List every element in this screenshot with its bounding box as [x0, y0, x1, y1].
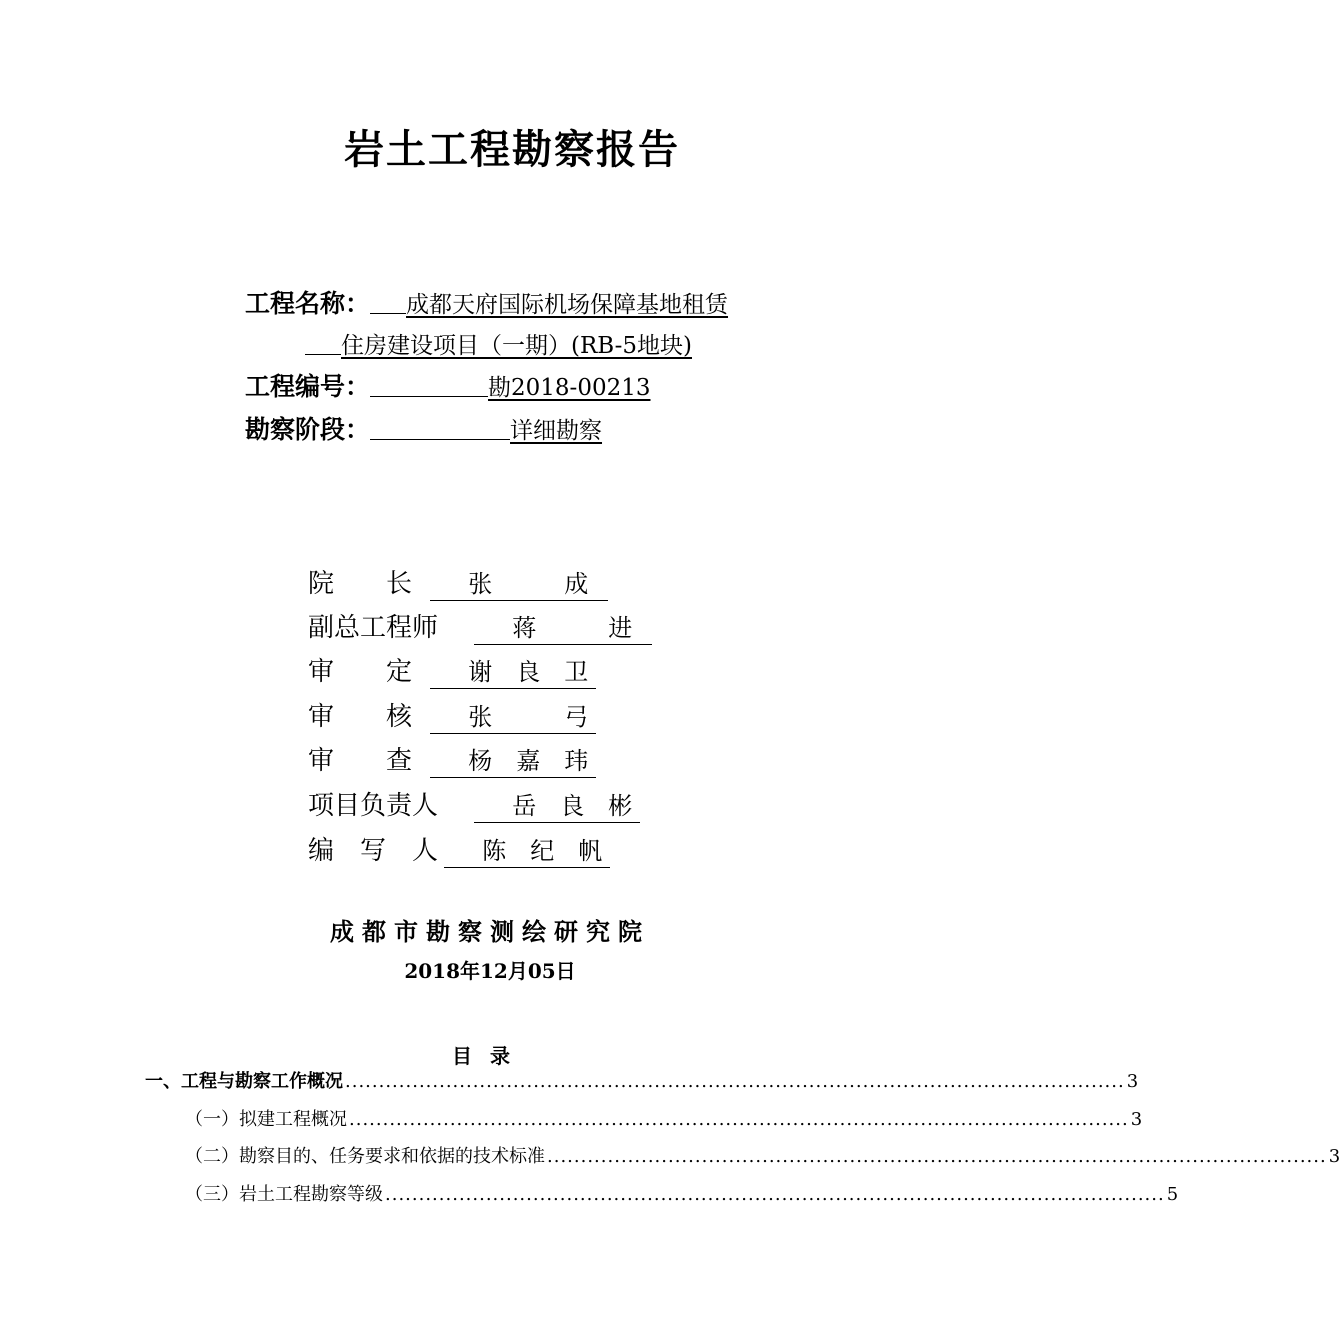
- toc-entry-text: （一）拟建工程概况: [185, 1109, 347, 1130]
- signatory-name: 杨 嘉 玮: [430, 741, 596, 778]
- toc-entry[interactable]: [145, 1067, 1139, 1093]
- toc-leader-dots: ....................................................................................................................: [349, 1109, 1129, 1130]
- signatory-row: [308, 740, 596, 776]
- toc-entry[interactable]: [185, 1105, 1143, 1131]
- signatory-label: 审 定: [308, 657, 413, 687]
- organization-name: 成都市勘察测绘研究院: [330, 917, 650, 946]
- signatory-label: 副总工程师: [308, 613, 439, 643]
- signatory-row: [308, 607, 652, 643]
- survey-stage-value: 详细勘察: [510, 418, 603, 444]
- project-name-row-2: [305, 327, 692, 360]
- toc-entry-page: 3: [1130, 1109, 1143, 1130]
- signatory-name: 蒋 进: [474, 608, 652, 645]
- signatory-label: 编 写 人: [308, 836, 439, 866]
- signatory-row: [308, 696, 596, 732]
- signatory-name: 陈 纪 帆: [444, 831, 610, 868]
- toc-entry-text: 一、工程与勘察工作概况: [145, 1071, 343, 1092]
- signatory-name: 岳 良 彬: [474, 786, 640, 823]
- toc-entry-text: （二）勘察目的、任务要求和依据的技术标准: [185, 1146, 545, 1167]
- signatory-label: 审 查: [308, 746, 413, 776]
- project-name-label: 工程名称：: [245, 289, 371, 318]
- underline-gap: [370, 374, 488, 397]
- project-name-line1: 成都天府国际机场保障基地租赁: [406, 292, 729, 318]
- signatory-label: 院 长: [308, 569, 413, 599]
- toc-leader-dots: ....................................................................................................................: [345, 1071, 1125, 1092]
- toc-entry-page: 3: [1328, 1146, 1340, 1167]
- project-number-row: [245, 367, 651, 403]
- underline-gap: [305, 332, 341, 355]
- project-number-label: 工程编号：: [245, 372, 371, 401]
- toc-leader-dots: ....................................................................................................................: [385, 1184, 1165, 1205]
- survey-stage-row: [245, 410, 602, 446]
- toc-leader-dots: ....................................................................................................................: [547, 1146, 1327, 1167]
- signatory-label: 项目负责人: [308, 791, 439, 821]
- toc-entry-text: （三）岩土工程勘察等级: [185, 1184, 383, 1205]
- project-name-line2: 住房建设项目（一期）(RB-5地块): [341, 333, 692, 359]
- toc-entry[interactable]: [185, 1142, 1340, 1168]
- toc-entry-page: 3: [1126, 1071, 1139, 1092]
- toc-entry[interactable]: [185, 1180, 1179, 1206]
- report-title: 岩土工程勘察报告: [344, 126, 680, 173]
- signatory-name: 张 成: [430, 564, 608, 601]
- project-name-row: [245, 284, 728, 320]
- signatory-row: [308, 830, 610, 866]
- signatory-name: 谢 良 卫: [430, 652, 596, 689]
- report-date: 2018年12月05日: [404, 959, 576, 983]
- signatory-name: 张 弓: [430, 697, 596, 734]
- signatory-row: [308, 785, 640, 821]
- signatory-row: [308, 563, 608, 599]
- toc-entry-page: 5: [1166, 1184, 1179, 1205]
- signatory-label: 审 核: [308, 702, 413, 732]
- project-number-value: 勘2018-00213: [488, 375, 651, 401]
- underline-gap: [370, 291, 406, 314]
- survey-stage-label: 勘察阶段：: [245, 415, 371, 444]
- underline-gap: [370, 417, 510, 440]
- toc-title: 目录: [452, 1044, 528, 1068]
- signatory-row: [308, 651, 596, 687]
